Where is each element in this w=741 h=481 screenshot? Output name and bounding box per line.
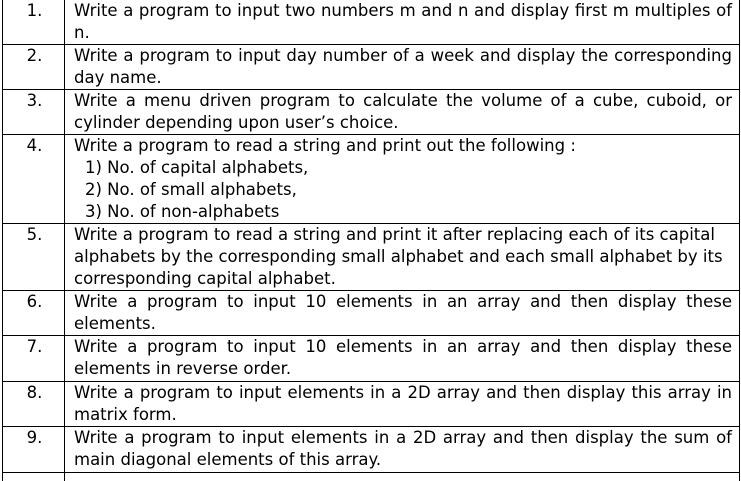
- table-row: [3, 0, 740, 45]
- row-number-cell: [3, 45, 65, 90]
- table-row: [3, 291, 740, 336]
- row-number: 1.: [25, 0, 43, 22]
- table-row: [3, 427, 740, 473]
- row-number: 4.: [25, 135, 43, 157]
- row-number: 7.: [25, 336, 43, 358]
- sub-item: 2) No. of small alphabets,: [85, 179, 732, 201]
- task-text: Write a program to input elements in a 2D array and then display the sum of main diagonal elements of this array.: [74, 427, 732, 471]
- row-number-cell: [3, 382, 65, 427]
- row-number-cell: [3, 135, 65, 224]
- row-number: 8.: [25, 382, 43, 404]
- task-text: Write a program to input two numbers m and n and display first m multiples of n.: [74, 0, 732, 44]
- table-row: [3, 90, 740, 135]
- sub-item: 1) No. of capital alphabets,: [85, 157, 732, 179]
- row-text-cell: [65, 135, 740, 224]
- row-number: 9.: [25, 427, 43, 449]
- task-text: Write a program to input 10 elements in an array and then display these elements in reverse order.: [74, 336, 732, 380]
- task-text: Write a program to input elements in a 2D array and then display this array in matrix form.: [74, 382, 732, 426]
- row-number: 2.: [25, 45, 43, 67]
- table-row-partial: [3, 473, 740, 481]
- row-text-cell: [65, 336, 740, 382]
- table-row: [3, 135, 740, 224]
- task-text: Write a program to read a string and print it after replacing each of its capital alphabets by the corresponding small alphabet and each small alphabet by its corresponding capital alphabet.: [74, 224, 732, 290]
- row-text-cell: [65, 427, 740, 473]
- row-number-cell: [3, 473, 65, 481]
- row-text-cell: [65, 224, 740, 291]
- sub-item: 3) No. of non-alphabets: [85, 201, 732, 223]
- table-row: [3, 45, 740, 90]
- row-text-cell: [65, 0, 740, 45]
- row-text-cell: [65, 473, 740, 481]
- task-text: Write a program to input day number of a week and display the corresponding day name.: [74, 45, 732, 89]
- row-text-cell: [65, 45, 740, 90]
- row-text-cell: [65, 382, 740, 427]
- row-number: 3.: [25, 90, 43, 112]
- task-text: Write a program to read a string and print out the following :: [74, 135, 732, 157]
- task-text: Write a program to input 10 elements in an array and then display these elements.: [74, 291, 732, 335]
- table-row: [3, 382, 740, 427]
- row-number-cell: [3, 224, 65, 291]
- row-text-cell: [65, 90, 740, 135]
- row-number-cell: [3, 427, 65, 473]
- document-page: [2, 0, 739, 476]
- row-number-cell: [3, 291, 65, 336]
- program-list-table: [2, 0, 740, 481]
- table-row: [3, 224, 740, 291]
- sub-item-list: [74, 157, 732, 223]
- row-number: 5.: [25, 224, 43, 246]
- table-row: [3, 336, 740, 382]
- task-text: Write a menu driven program to calculate the volume of a cube, cuboid, or cylinder depending upon user’s choice.: [74, 90, 732, 134]
- row-text-cell: [65, 291, 740, 336]
- row-number-cell: [3, 0, 65, 45]
- row-number-cell: [3, 90, 65, 135]
- row-number: 6.: [25, 291, 43, 313]
- row-number-cell: [3, 336, 65, 382]
